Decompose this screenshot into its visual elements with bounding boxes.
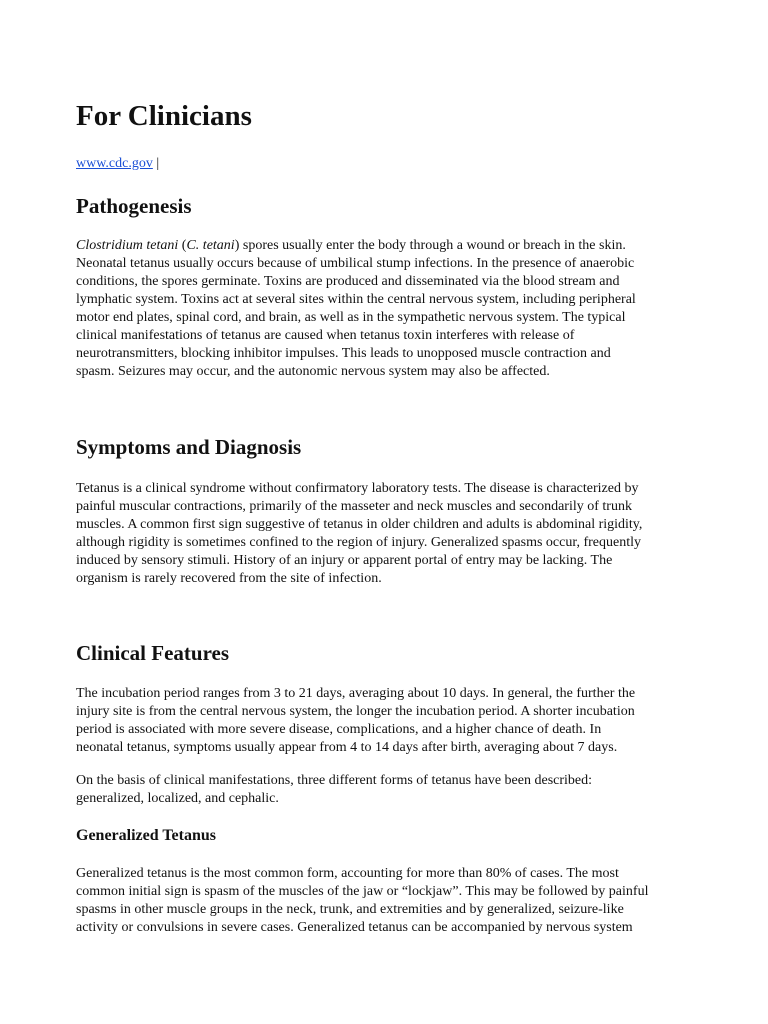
- generalized-line: common initial sign is spasm of the muscles of the jaw or “lockjaw”. This may be followed by painful: [76, 884, 649, 899]
- clinical-line: period is associated with more severe disease, complications, and a higher chance of death. In: [76, 722, 602, 737]
- symptoms-line: painful muscular contractions, primarily of the masseter and neck muscles and secondarily of trunk: [76, 499, 632, 514]
- symptoms-line: although rigidity is sometimes confined to the region of injury. Generalized spasms occur, frequently: [76, 535, 641, 550]
- pathogenesis-line: Neonatal tetanus usually occurs because of umbilical stump infections. In the presence of anaerobic: [76, 256, 635, 271]
- generalized-line: spasms in other muscle groups in the neck, trunk, and extremities and by generalized, seizure-like: [76, 902, 624, 917]
- page-title: For Clinicians: [76, 100, 252, 132]
- generalized-line: Generalized tetanus is the most common form, accounting for more than 80% of cases. The most: [76, 866, 619, 881]
- organism-name: Clostridium tetani: [76, 238, 179, 253]
- pathogenesis-paragraph: [76, 237, 636, 381]
- generalized-tetanus-heading: Generalized Tetanus: [76, 827, 217, 844]
- symptoms-heading: Symptoms and Diagnosis: [76, 435, 302, 459]
- source-line: [76, 154, 159, 174]
- pathogenesis-line: clinical manifestations of tetanus are caused when tetanus toxin interferes with release of: [76, 328, 575, 343]
- clinical-line: injury site is from the central nervous system, the longer the incubation period. A shorter incubation: [76, 704, 635, 719]
- generalized-line: activity or convulsions in severe cases. Generalized tetanus can be accompanied by nervous system: [76, 920, 633, 935]
- clinical-features-heading: Clinical Features: [76, 641, 230, 665]
- close-paren: ): [234, 238, 240, 253]
- pathogenesis-line: spasm. Seizures may occur, and the autonomic nervous system may also be affected.: [76, 364, 550, 379]
- generalized-tetanus-paragraph: [76, 865, 648, 937]
- source-separator: |: [152, 156, 160, 171]
- pathogenesis-line: conditions, the spores germinate. Toxins are produced and disseminated via the blood stream and: [76, 274, 620, 289]
- pathogenesis-heading: Pathogenesis: [76, 194, 192, 218]
- pathogenesis-line-1-text: spores usually enter the body through a wound or breach in the skin.: [239, 238, 626, 253]
- clinical-features-paragraph-2: [76, 772, 592, 808]
- cdc-link[interactable]: www.cdc.gov: [76, 156, 153, 171]
- symptoms-line: Tetanus is a clinical syndrome without confirmatory laboratory tests. The disease is characterized by: [76, 481, 639, 496]
- open-paren: (: [178, 238, 187, 253]
- pathogenesis-line: neurotransmitters, blocking inhibitor impulses. This leads to unopposed muscle contraction and: [76, 346, 611, 361]
- pathogenesis-line: lymphatic system. Toxins act at several sites within the central nervous system, including peripheral: [76, 292, 636, 307]
- clinical-line: On the basis of clinical manifestations, three different forms of tetanus have been described:: [76, 773, 593, 788]
- clinical-line: The incubation period ranges from 3 to 21 days, averaging about 10 days. In general, the further the: [76, 686, 636, 701]
- organism-abbrev: C. tetani: [186, 238, 235, 253]
- pathogenesis-line: motor end plates, spinal cord, and brain, as well as in the sympathetic nervous system. The typical: [76, 310, 626, 325]
- symptoms-line: muscles. A common first sign suggestive of tetanus in older children and adults is abdominal rigidity,: [76, 517, 643, 532]
- symptoms-paragraph: [76, 480, 642, 588]
- clinical-features-paragraph-1: [76, 685, 635, 757]
- symptoms-line: organism is rarely recovered from the site of infection.: [76, 571, 382, 586]
- clinical-line: generalized, localized, and cephalic.: [76, 791, 279, 806]
- pathogenesis-line-1: [76, 237, 636, 255]
- clinical-line: neonatal tetanus, symptoms usually appear from 4 to 14 days after birth, averaging about 7 days.: [76, 740, 618, 755]
- symptoms-line: induced by sensory stimuli. History of an injury or apparent portal of entry may be lacking. The: [76, 553, 613, 568]
